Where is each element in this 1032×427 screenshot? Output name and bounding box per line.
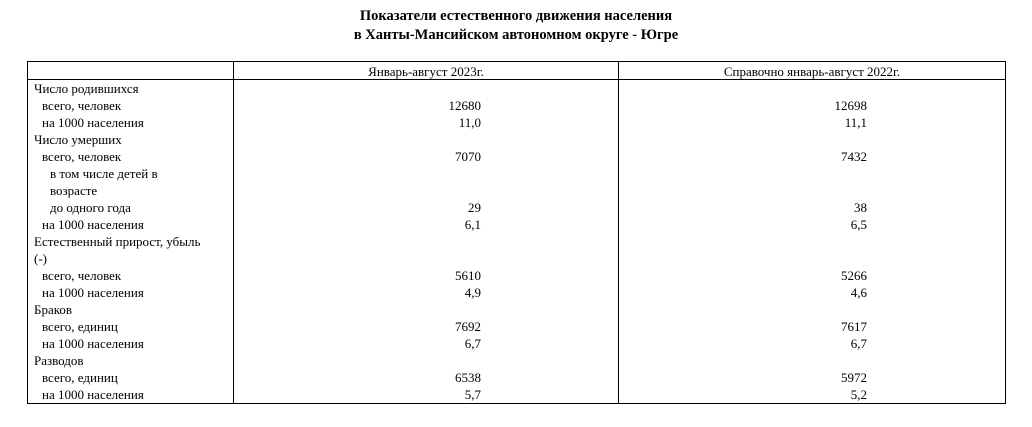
value-2022 — [619, 301, 1006, 318]
row-label-text: на 1000 населения — [42, 285, 144, 300]
value-2022: 11,1 — [619, 114, 1006, 131]
value-2022 — [619, 131, 1006, 148]
row-label — [28, 233, 234, 250]
table-header-row — [28, 62, 1006, 80]
table-row — [28, 335, 1006, 352]
table-row — [28, 301, 1006, 318]
row-label-text: на 1000 населения — [42, 115, 144, 130]
value-2022 — [619, 182, 1006, 199]
value-2022: 7432 — [619, 148, 1006, 165]
table-row — [28, 80, 1006, 98]
row-label-text: до одного года — [50, 200, 131, 215]
row-label-text: в том числе детей в — [50, 166, 158, 181]
row-label — [28, 284, 234, 301]
table-row — [28, 233, 1006, 250]
title-line-1: Показатели естественного движения населения — [359, 8, 673, 24]
table-row — [28, 250, 1006, 267]
row-label-text: всего, человек — [42, 268, 122, 283]
value-2023: 7070 — [234, 148, 619, 165]
title-line-2: в Ханты-Мансийском автономном округе - Югре — [353, 27, 679, 43]
value-2022 — [619, 250, 1006, 267]
row-label-text: всего, человек — [42, 149, 122, 164]
table-row — [28, 284, 1006, 301]
value-2022 — [619, 165, 1006, 182]
table-row — [28, 369, 1006, 386]
row-label-text: Браков — [34, 302, 73, 317]
row-label — [28, 148, 234, 165]
table-row — [28, 148, 1006, 165]
value-2022: 6,7 — [619, 335, 1006, 352]
value-2022: 12698 — [619, 97, 1006, 114]
value-2023: 5610 — [234, 267, 619, 284]
value-2023 — [234, 131, 619, 148]
population-stats-table — [27, 61, 1006, 404]
document-title — [0, 0, 1032, 48]
row-label — [28, 182, 234, 199]
row-label — [28, 114, 234, 131]
table-row — [28, 318, 1006, 335]
row-label-text: возрасте — [50, 183, 98, 198]
value-2022 — [619, 233, 1006, 250]
value-2023: 6,7 — [234, 335, 619, 352]
row-label — [28, 352, 234, 369]
table-row — [28, 267, 1006, 284]
table-row — [28, 97, 1006, 114]
value-2023: 12680 — [234, 97, 619, 114]
row-label — [28, 301, 234, 318]
table-row — [28, 131, 1006, 148]
row-label-text: на 1000 населения — [42, 336, 144, 351]
table-row — [28, 114, 1006, 131]
table-row — [28, 199, 1006, 216]
value-2022 — [619, 80, 1006, 98]
table-row — [28, 386, 1006, 404]
column-header-2022: Справочно январь-август 2022г. — [619, 62, 1006, 80]
row-label-text: Естественный прирост, убыль — [34, 234, 201, 249]
table-row — [28, 165, 1006, 182]
table-row — [28, 352, 1006, 369]
value-2022: 5266 — [619, 267, 1006, 284]
value-2022: 5,2 — [619, 386, 1006, 404]
row-label-text: Число умерших — [34, 132, 122, 147]
row-label-text: Число родившихся — [34, 81, 139, 96]
row-label-text: (-) — [34, 251, 47, 266]
row-label — [28, 131, 234, 148]
value-2022: 5972 — [619, 369, 1006, 386]
value-2022: 7617 — [619, 318, 1006, 335]
table-row — [28, 182, 1006, 199]
column-header-2023: Январь-август 2023г. — [234, 62, 619, 80]
row-label-text: всего, единиц — [42, 370, 118, 385]
value-2023 — [234, 165, 619, 182]
value-2023 — [234, 182, 619, 199]
table-row — [28, 216, 1006, 233]
value-2023: 6,1 — [234, 216, 619, 233]
value-2022: 6,5 — [619, 216, 1006, 233]
value-2023: 4,9 — [234, 284, 619, 301]
row-label — [28, 199, 234, 216]
row-label-text: на 1000 населения — [42, 387, 144, 402]
row-label — [28, 386, 234, 404]
row-label-text: всего, единиц — [42, 319, 118, 334]
row-label — [28, 97, 234, 114]
value-2023: 11,0 — [234, 114, 619, 131]
value-2023: 5,7 — [234, 386, 619, 404]
value-2023 — [234, 352, 619, 369]
value-2023: 6538 — [234, 369, 619, 386]
row-label — [28, 267, 234, 284]
row-label — [28, 318, 234, 335]
value-2023 — [234, 233, 619, 250]
row-label — [28, 165, 234, 182]
row-label-text: всего, человек — [42, 98, 122, 113]
value-2023 — [234, 80, 619, 98]
value-2023: 7692 — [234, 318, 619, 335]
row-label — [28, 216, 234, 233]
row-label — [28, 80, 234, 98]
column-header-label — [28, 62, 234, 80]
value-2022 — [619, 352, 1006, 369]
value-2023: 29 — [234, 199, 619, 216]
value-2023 — [234, 250, 619, 267]
row-label-text: на 1000 населения — [42, 217, 144, 232]
row-label — [28, 250, 234, 267]
table-body — [28, 80, 1006, 404]
value-2022: 38 — [619, 199, 1006, 216]
row-label-text: Разводов — [34, 353, 84, 368]
value-2022: 4,6 — [619, 284, 1006, 301]
row-label — [28, 369, 234, 386]
row-label — [28, 335, 234, 352]
value-2023 — [234, 301, 619, 318]
